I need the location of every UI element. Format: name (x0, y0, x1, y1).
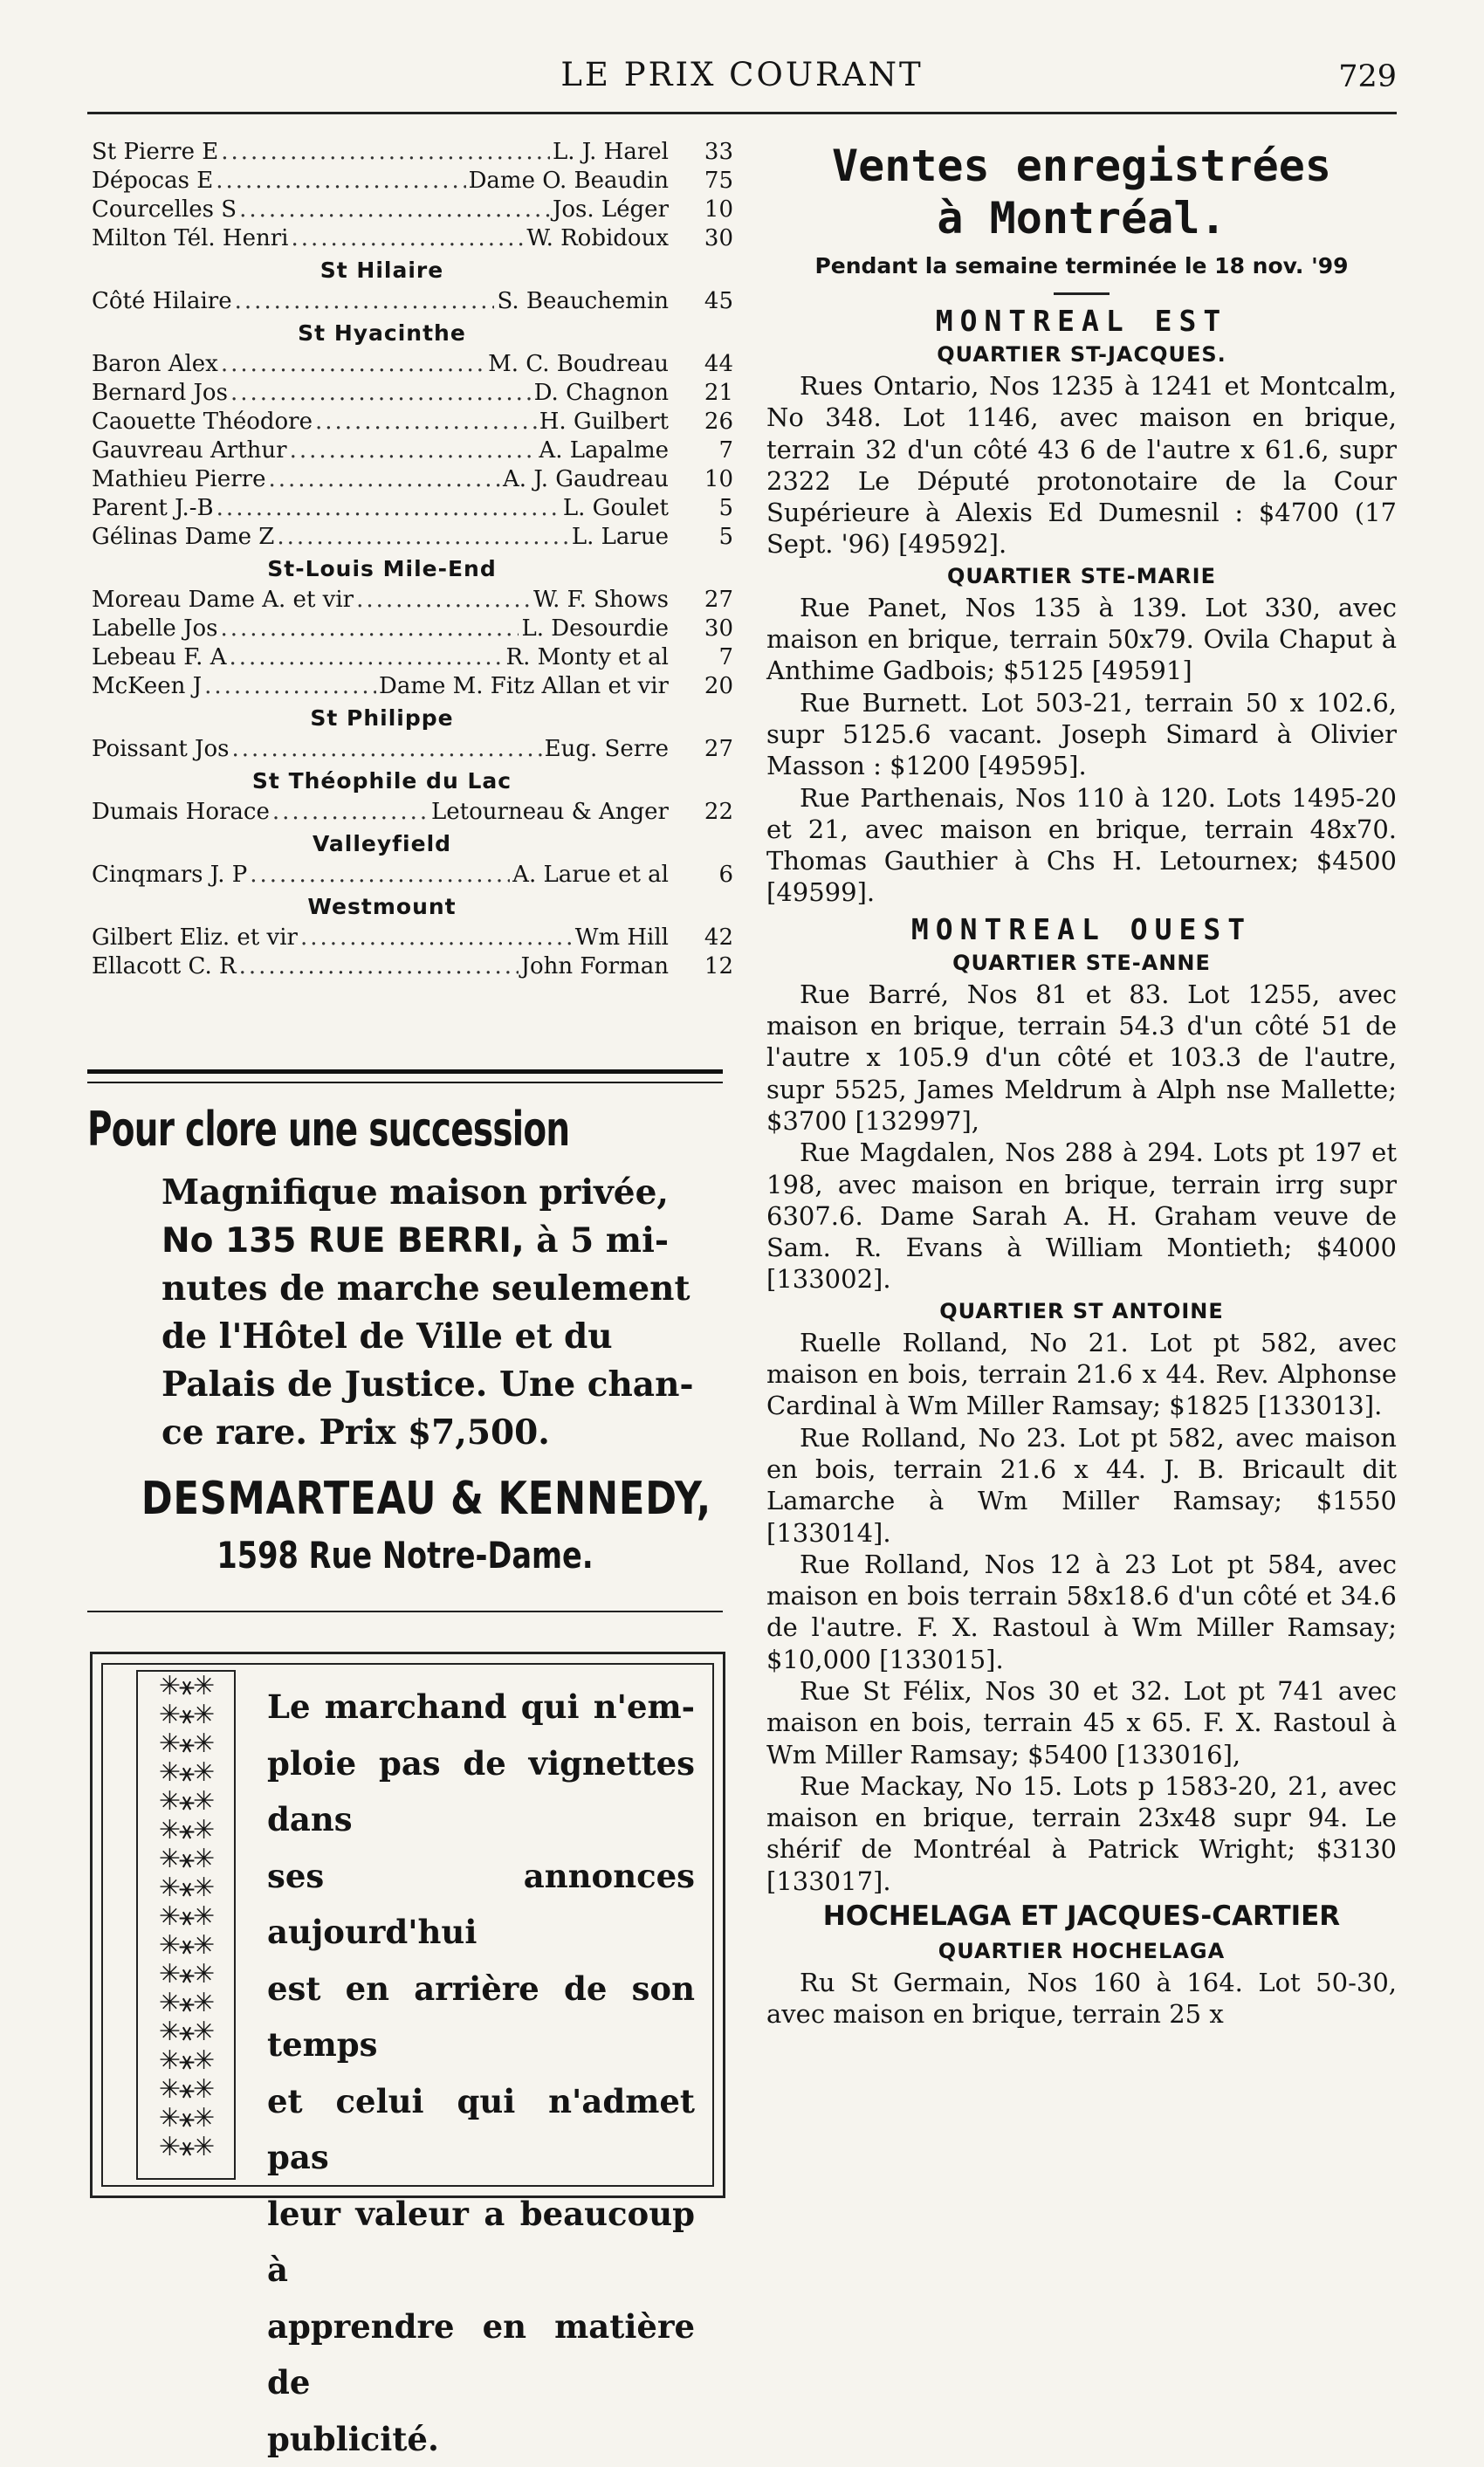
ornament-pattern-row: ✳⚹✳ (138, 1701, 234, 1729)
ornament-pattern-row: ✳⚹✳ (138, 2104, 234, 2133)
sale-entry: Ruelle Rolland, No 21. Lot pt 582, avec maison en bois, terrain 21.6 x 44. Rev. Alphonse Cardinal à Wm Miller Ramsay; $1825 [133013]. (766, 1327, 1397, 1422)
entry-number: 75 (679, 167, 733, 196)
header-rule (87, 112, 1397, 114)
section-heading: St-Louis Mile-End (92, 552, 733, 586)
list-item (92, 408, 733, 436)
leader-dots (221, 350, 485, 379)
sale-entry: Rue Magdalen, Nos 288 à 294. Lots pt 197 et 198, avec maison en brique, terrain irrg supr 6307.6. Dame Sarah A. H. Graham veuve de Sam. R. Evans à William Montieth; $4000 [133002]. (766, 1137, 1397, 1295)
ornament-pattern-row: ✳⚹✳ (138, 1816, 234, 1845)
entry-number: 42 (679, 924, 733, 952)
sale-entry: Rue Rolland, Nos 12 à 23 Lot pt 584, avec maison en bois terrain 58x18.6 d'un côté et 34.6 de l'autre. F. X. Rastoul à Wm Miller Ramsay; $10,000 [133015]. (766, 1549, 1397, 1675)
leader-dots (290, 436, 537, 465)
seller-name: Gilbert Eliz. et vir (92, 924, 298, 952)
sale-entry: Rue Rolland, No 23. Lot pt 582, avec maison en bois, terrain 21.6 x 44. J. B. Bricault dit Lamarche à Wm Miller Ramsay; $1550 [133014]. (766, 1422, 1397, 1549)
buyer-name: L. Larue (572, 523, 669, 552)
ad-line-tail: à 5 mi- (525, 1220, 669, 1261)
seller-name: Lebeau F. A (92, 643, 227, 672)
sales-column (766, 140, 1397, 2031)
list-item (92, 523, 733, 552)
seller-name: Labelle Jos (92, 615, 218, 643)
entry-number: 20 (679, 672, 733, 701)
framed-ad-line: apprendre en matière de (267, 2299, 695, 2411)
entry-number: 7 (679, 643, 733, 672)
sale-entry: Rue Panet, Nos 135 à 139. Lot 330, avec maison en brique, terrain 50x79. Ovila Chaput à Anthime Gadbois; $5125 [49591] (766, 592, 1397, 687)
seller-name: Dépocas E (92, 167, 213, 196)
list-item (92, 196, 733, 224)
entry-number: 6 (679, 861, 733, 890)
entry-number: 7 (679, 436, 733, 465)
entry-number: 27 (679, 735, 733, 764)
ornament-pattern-row: ✳⚹✳ (138, 1873, 234, 1902)
quartier-heading: QUARTIER HOCHELAGA (766, 1935, 1397, 1967)
list-item (92, 379, 733, 408)
ornament-pattern-row: ✳⚹✳ (138, 1729, 234, 1758)
framed-ad-line: et celui qui n'admet pas (267, 2073, 695, 2186)
short-rule (1054, 292, 1110, 295)
leader-dots (272, 798, 429, 827)
seller-name: Moreau Dame A. et vir (92, 586, 354, 615)
leader-dots (268, 465, 500, 494)
seller-name: Courcelles S (92, 196, 237, 224)
ornament-pattern-row: ✳⚹✳ (138, 1758, 234, 1787)
buyer-name: Jos. Léger (553, 196, 669, 224)
section-heading: Valleyfield (92, 827, 733, 861)
seller-name: Caouette Théodore (92, 408, 313, 436)
seller-name: Bernard Jos (92, 379, 228, 408)
ornament-pattern-row: ✳⚹✳ (138, 1902, 234, 1931)
leader-dots (221, 138, 550, 167)
list-item (92, 287, 733, 316)
leader-dots (239, 952, 519, 981)
double-rule (87, 1069, 723, 1083)
framed-ad-line: ses annonces aujourd'hui (267, 1848, 695, 1961)
framed-ad-message (267, 1679, 695, 2467)
ornament-pattern-row: ✳⚹✳ (138, 1845, 234, 1873)
list-item (92, 861, 733, 890)
entry-number: 45 (679, 287, 733, 316)
entry-number: 5 (679, 523, 733, 552)
ornament-pattern-row: ✳⚹✳ (138, 1989, 234, 2017)
seller-name: Gélinas Dame Z (92, 523, 274, 552)
entry-number: 22 (679, 798, 733, 827)
leader-dots (230, 379, 532, 408)
list-item (92, 436, 733, 465)
buyer-name: Dame M. Fitz Allan et vir (379, 672, 669, 701)
buyer-name: L. Desourdie (521, 615, 669, 643)
buyer-name: S. Beauchemin (497, 287, 669, 316)
entry-number: 10 (679, 465, 733, 494)
buyer-name: Eug. Serre (545, 735, 669, 764)
ad-firm-address: 1598 Rue Notre-Dame. (151, 1534, 659, 1577)
sales-subtitle: Pendant la semaine terminée le 18 nov. '99 (766, 253, 1397, 278)
ornament-pattern-row: ✳⚹✳ (138, 1931, 234, 1960)
list-item (92, 615, 733, 643)
list-item (92, 138, 733, 167)
entry-number: 12 (679, 952, 733, 981)
sales-title-line1: Ventes enregistrées (766, 140, 1397, 192)
buyer-name: H. Guilbert (539, 408, 669, 436)
framed-ad-line: leur valeur a beaucoup à (267, 2186, 695, 2299)
entry-number: 33 (679, 138, 733, 167)
framed-ad-line: publicité. (267, 2411, 695, 2467)
list-item (92, 494, 733, 523)
list-item (92, 672, 733, 701)
quartier-heading: QUARTIER ST ANTOINE (766, 1295, 1397, 1327)
ornament-pattern-row: ✳⚹✳ (138, 1672, 234, 1701)
section-heading: St Philippe (92, 701, 733, 735)
leader-dots (300, 924, 573, 952)
entry-number: 10 (679, 196, 733, 224)
buyer-name: W. F. Shows (533, 586, 669, 615)
seller-name: Cinqmars J. P (92, 861, 247, 890)
list-item (92, 586, 733, 615)
buyer-name: W. Robidoux (526, 224, 669, 253)
seller-name: Baron Alex (92, 350, 218, 379)
sales-title-line2: à Montréal. (766, 192, 1397, 244)
district-heading: MONTREAL OUEST (766, 912, 1397, 947)
section-heading: St Hyacinthe (92, 316, 733, 350)
sale-entry: Rue Parthenais, Nos 110 à 120. Lots 1495-20 et 21, avec maison en brique, terrain 48x70. Thomas Gauthier à Chs H. Letournex; $4500 [49599]. (766, 782, 1397, 909)
ad-line: de l'Hôtel de Ville et du (161, 1313, 720, 1361)
seller-name: Milton Tél. Henri (92, 224, 288, 253)
framed-ad-line: Le marchand qui n'em- (267, 1679, 695, 1735)
leader-dots (291, 224, 524, 253)
ornament-pattern-row: ✳⚹✳ (138, 2017, 234, 2046)
publication-title: LE PRIX COURANT (87, 56, 1397, 93)
page-number: 729 (1338, 59, 1397, 94)
list-item (92, 952, 733, 981)
ad-body (161, 1169, 720, 1457)
leader-dots (277, 523, 569, 552)
buyer-name: A. Larue et al (512, 861, 669, 890)
leader-dots (216, 167, 465, 196)
ornament-border (136, 1670, 236, 2180)
list-item (92, 798, 733, 827)
section-heading: St Théophile du Lac (92, 764, 733, 798)
sale-entry: Rue Barré, Nos 81 et 83. Lot 1255, avec maison en brique, terrain 54.3 d'un côté 51 de l'autre x 105.9 d'un côté et 103.3 de l'autre, supr 5525, James Meldrum à Alph nse Mallette; $3700 [132997], (766, 979, 1397, 1137)
seller-name: Ellacott C. R (92, 952, 237, 981)
seller-name: Parent J.-B (92, 494, 214, 523)
buyer-name: Letourneau & Anger (431, 798, 669, 827)
sale-entry: Rue Mackay, No 15. Lots p 1583-20, 21, avec maison en brique, terrain 23x48 supr 94. Le shérif de Montréal à Patrick Wright; $3130 [133017]. (766, 1770, 1397, 1897)
buyer-name: Wm Hill (575, 924, 669, 952)
quartier-heading: QUARTIER ST-JACQUES. (766, 339, 1397, 370)
entry-number: 27 (679, 586, 733, 615)
buyer-name: A. Lapalme (539, 436, 669, 465)
ad-address-strong: No 135 RUE BERRI, (161, 1221, 525, 1261)
seller-name: St Pierre E (92, 138, 218, 167)
sale-entry: Ru St Germain, Nos 160 à 164. Lot 50-30, avec maison en brique, terrain 25 x (766, 1967, 1397, 2031)
buyer-name: L. Goulet (563, 494, 669, 523)
leader-dots (230, 643, 504, 672)
leader-dots (231, 735, 541, 764)
buyer-name: Dame O. Beaudin (469, 167, 669, 196)
ornament-pattern-row: ✳⚹✳ (138, 1787, 234, 1816)
buyer-name: M. C. Boudreau (488, 350, 669, 379)
framed-ad (90, 1652, 725, 2198)
ad-line: nutes de marche seulement (161, 1265, 720, 1313)
entry-number: 30 (679, 615, 733, 643)
ad-line: Magnifique maison privée, (161, 1169, 720, 1217)
leader-dots (204, 672, 376, 701)
buyer-name: R. Monty et al (506, 643, 669, 672)
transfers-list (92, 138, 733, 981)
section-heading: Westmount (92, 890, 733, 924)
quartier-heading: QUARTIER STE-MARIE (766, 560, 1397, 592)
ad-line: ce rare. Prix $7,500. (161, 1409, 720, 1457)
leader-dots (235, 287, 495, 316)
ad-headline: Pour clore une succession (87, 1102, 545, 1157)
leader-dots (315, 408, 537, 436)
list-item (92, 224, 733, 253)
section-heading: St Hilaire (92, 253, 733, 287)
ad-line (161, 1217, 720, 1265)
ornament-pattern-row: ✳⚹✳ (138, 2046, 234, 2075)
framed-ad-line: ploie pas de vignettes dans (267, 1735, 695, 1848)
succession-ad (87, 1102, 723, 1577)
framed-ad-line: est en arrière de son temps (267, 1961, 695, 2073)
list-item (92, 465, 733, 494)
leader-dots (216, 494, 560, 523)
district-heading: HOCHELAGA ET JACQUES-CARTIER (766, 1897, 1397, 1935)
entry-number: 30 (679, 224, 733, 253)
seller-name: McKeen J (92, 672, 202, 701)
sale-entry: Rues Ontario, Nos 1235 à 1241 et Montcalm, No 348. Lot 1146, avec maison en brique, terrain 32 d'un côté 43 6 de l'autre x 61.6, supr 2322 Le Député protonotaire de la Cour Supérieure à Alexis Ed Dumesnil : $4700 (17 Sept. '96) [49592]. (766, 370, 1397, 560)
entry-number: 5 (679, 494, 733, 523)
sale-entry: Rue St Félix, Nos 30 et 32. Lot pt 741 avec maison en bois, terrain 45 x 65. F. X. Rastoul à Wm Miller Ramsay; $5400 [133016], (766, 1675, 1397, 1770)
ad-line: Palais de Justice. Une chan- (161, 1361, 720, 1409)
seller-name: Dumais Horace (92, 798, 270, 827)
list-item (92, 167, 733, 196)
seller-name: Gauvreau Arthur (92, 436, 287, 465)
list-item (92, 924, 733, 952)
seller-name: Côté Hilaire (92, 287, 232, 316)
page-header (87, 51, 1397, 103)
entry-number: 21 (679, 379, 733, 408)
buyer-name: L. J. Harel (553, 138, 669, 167)
leader-dots (356, 586, 531, 615)
section-rule (87, 1611, 723, 1612)
ornament-pattern-row: ✳⚹✳ (138, 1960, 234, 1989)
buyer-name: D. Chagnon (534, 379, 669, 408)
seller-name: Poissant Jos (92, 735, 229, 764)
list-item (92, 350, 733, 379)
buyer-name: A. J. Gaudreau (503, 465, 669, 494)
leader-dots (221, 615, 519, 643)
leader-dots (250, 861, 510, 890)
buyer-name: John Forman (521, 952, 669, 981)
quartier-heading: QUARTIER STE-ANNE (766, 947, 1397, 979)
entry-number: 26 (679, 408, 733, 436)
ornament-pattern-row: ✳⚹✳ (138, 2133, 234, 2161)
sale-entry: Rue Burnett. Lot 503-21, terrain 50 x 102.6, supr 5125.6 vacant. Joseph Simard à Olivier Masson : $1200 [49595]. (766, 687, 1397, 782)
list-item (92, 735, 733, 764)
seller-name: Mathieu Pierre (92, 465, 265, 494)
ornament-pattern-row: ✳⚹✳ (138, 2075, 234, 2104)
ad-firm-name: DESMARTEAU & KENNEDY, (141, 1473, 669, 1525)
list-item (92, 643, 733, 672)
district-heading: MONTREAL EST (766, 304, 1397, 339)
leader-dots (239, 196, 550, 224)
entry-number: 44 (679, 350, 733, 379)
